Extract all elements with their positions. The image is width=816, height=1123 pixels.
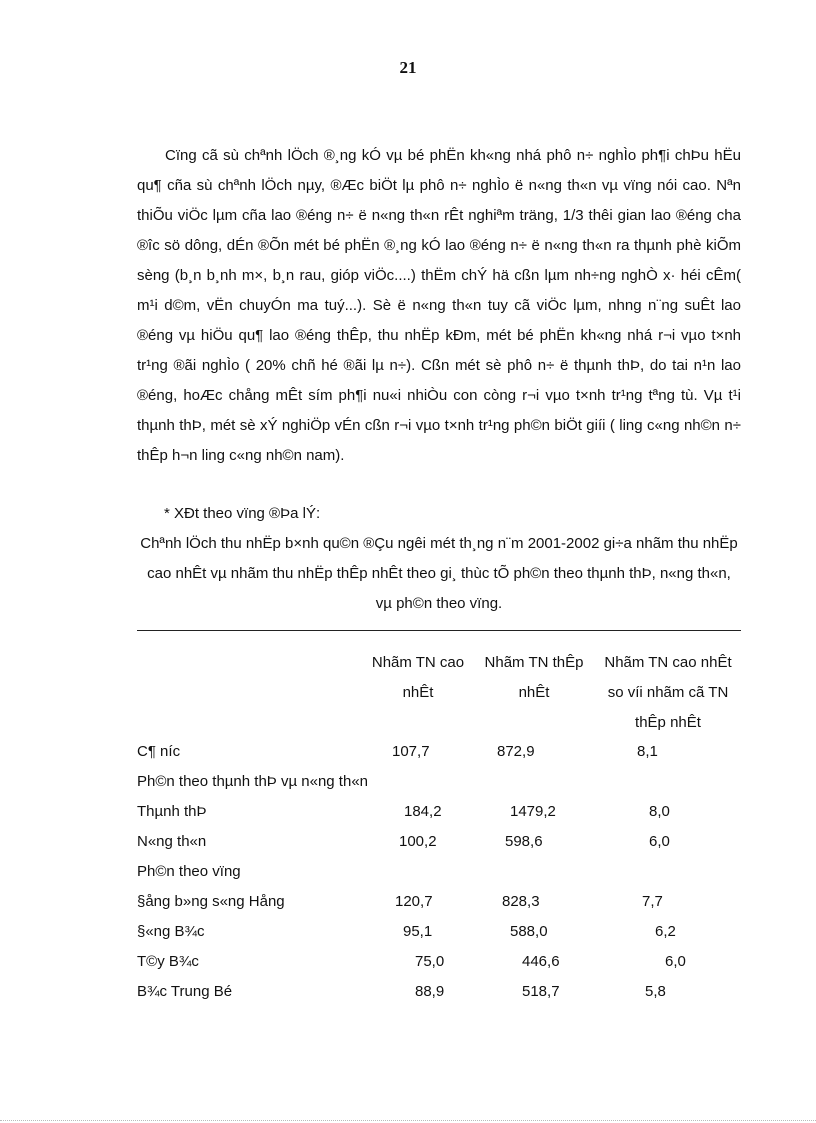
table-row: [137, 917, 741, 947]
cell-high: 88,9: [415, 983, 445, 1000]
body-paragraph: Cïng cã sù chªnh lÖch ®¸ng kÓ vµ bé phËn kh«ng nhá phô n÷ nghÌo ph¶i chÞu hËu qu¶ cña sù chªnh lÖch nµy, ®Æc biÖt lµ phô n÷ nghÌo ë n«ng th«n vµ vïng nói cao. Nªn thiÕu viÖc lµm cña lao ®éng n÷ ë n«ng th«n rÊt nghiªm träng, 1/3 thêi gian lao ®éng cha ®îc sö dông, dÉn ®Õn mét bé phËn ®¸ng kÓ lao ®éng n÷ ë n«ng th«n ra thµnh phè kiÕm sèng (b¸n b¸nh m×, b¸n rau, gióp viÖc....) thËm chÝ hä cßn lµm nh÷ng nghÒ x· héi cÊm( m¹i d©m, vËn chuyÓn ma tuý...). Sè ë n«ng th«n tuy cã viÖc lµm, nhng n¨ng suÊt lao ®éng vµ hiÖu qu¶ lao ®éng thÊp, thu nhËp kÐm, mét bé phËn kh«ng nhá r¬i vµo t×nh tr¹ng ®ãi nghÌo ( 20% chñ hé ®ãi lµ n÷). Cßn mét sè phô n÷ ë thµnh thÞ, do tai n¹n lao ®éng, hoÆc chång mÊt sím ph¶i nu«i nhiÒu con còng r¬i vµo t×nh tr¹ng tªng tù. Vµ t¹i thµnh thÞ, mét sè xÝ nghiÖp vÉn cßn r¬i vµo t×nh tr¹ng ph©n biÖt giíi ( ling c«ng nh©n n÷ thÊp h¬n ling c«ng nh©n nam).: [137, 147, 741, 464]
table-row: [137, 767, 741, 797]
column-header-ratio: Nhãm TN cao nhÊt so víi nhãm cã TN thÊp nhÊt: [604, 654, 732, 731]
cell-ratio: 5,8: [645, 983, 666, 1000]
cell-high: 184,2: [404, 803, 442, 820]
page-bottom-border: [0, 1120, 816, 1121]
cell-low: 1479,2: [510, 803, 556, 820]
table-top-rule: [137, 630, 741, 631]
cell-low: 872,9: [497, 743, 535, 760]
column-header-low-income: Nhãm TN thÊp nhÊt: [484, 654, 584, 701]
row-label: §«ng B¾c: [137, 923, 205, 940]
row-label: Thµnh thÞ: [137, 803, 207, 820]
table-row: [137, 737, 741, 767]
cell-high: 120,7: [395, 893, 433, 910]
table-caption: Chªnh lÖch thu nhËp b×nh qu©n ®Çu ngêi mét th¸ng n¨m 2001-2002 gi÷a nhãm thu nhËp cao nhÊt vµ nhãm thu nhËp thÊp nhÊt theo gi¸ thùc tÕ ph©n theo thµnh thÞ, n«ng th«n, vµ ph©n theo vïng.: [140, 535, 738, 612]
cell-ratio: 7,7: [642, 893, 663, 910]
cell-low: 598,6: [505, 833, 543, 850]
row-label: T©y B¾c: [137, 953, 199, 970]
row-label: §ång b»ng s«ng Hång: [137, 893, 285, 910]
row-label: N«ng th«n: [137, 833, 207, 850]
row-label: Ph©n theo vïng: [137, 863, 241, 880]
row-label: B¾c Trung Bé: [137, 983, 233, 1000]
cell-low: 446,6: [522, 953, 560, 970]
column-header-high-income: Nhãm TN cao nhÊt: [371, 654, 465, 701]
cell-high: 95,1: [403, 923, 433, 940]
cell-ratio: 8,0: [649, 803, 670, 820]
table-row: [137, 887, 741, 917]
cell-low: 518,7: [522, 983, 560, 1000]
row-label: C¶ níc: [137, 743, 181, 760]
table-row: [137, 797, 741, 827]
table-row: [137, 857, 741, 887]
cell-ratio: 6,0: [649, 833, 670, 850]
row-label: Ph©n theo thµnh thÞ vµ n«ng th«n: [137, 773, 368, 790]
cell-ratio: 8,1: [637, 743, 658, 760]
cell-ratio: 6,0: [665, 953, 686, 970]
page-number: 21: [399, 58, 417, 77]
cell-high: 107,7: [392, 743, 430, 760]
cell-high: 100,2: [399, 833, 437, 850]
table-row: [137, 977, 741, 1007]
table-row: [137, 827, 741, 857]
cell-low: 828,3: [502, 893, 540, 910]
section-heading: * XÐt theo vïng ®Þa lÝ:: [164, 505, 321, 522]
cell-low: 588,0: [510, 923, 548, 940]
table-row: [137, 947, 741, 977]
cell-high: 75,0: [415, 953, 445, 970]
cell-ratio: 6,2: [655, 923, 676, 940]
